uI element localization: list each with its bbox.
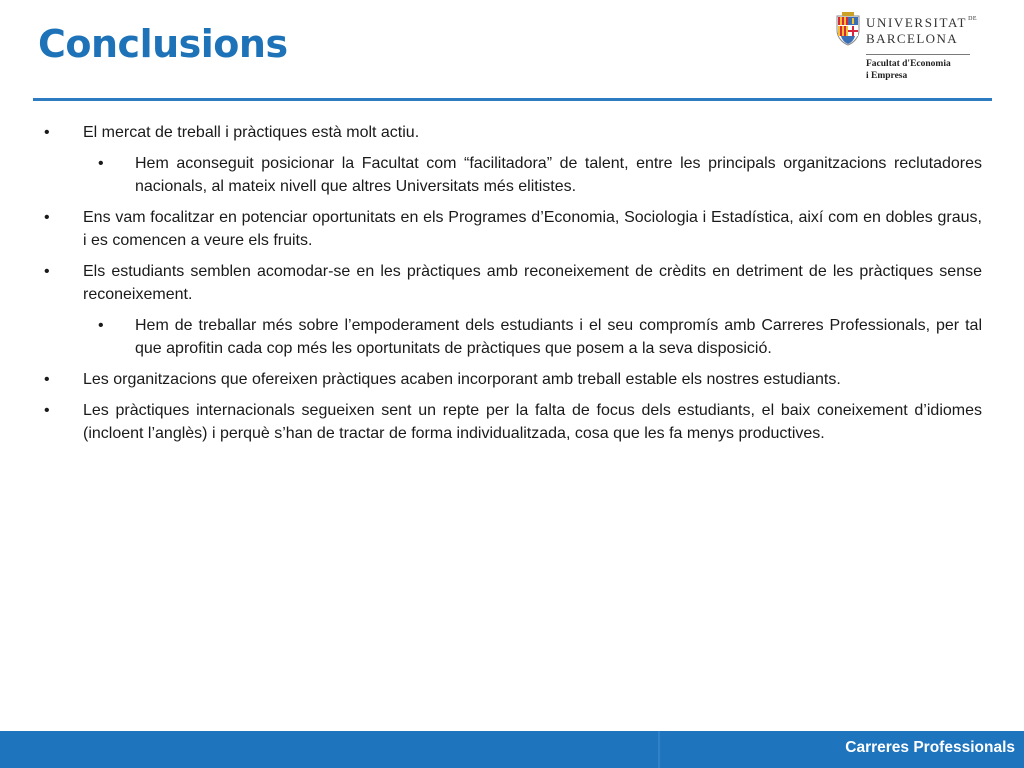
bullet-text: Les organitzacions que ofereixen pràctiques acaben incorporant amb treball estable els nostres estudiants. [83, 371, 841, 388]
faculty-name [866, 58, 951, 82]
title-underline [33, 98, 992, 101]
bullet-item [38, 260, 982, 306]
bullet-text: Hem aconseguit posicionar la Facultat com “facilitadora” de talent, entre les principals organitzacions reclutadores nacionals, al mateix nivell que altres Universitats més elitistes. [135, 155, 982, 195]
bullet-marker: • [44, 371, 50, 388]
bullet-marker: • [98, 155, 104, 172]
bullet-marker: • [44, 124, 50, 141]
footer-divider [658, 731, 660, 768]
university-logo [835, 12, 980, 88]
sub-bullet-item [38, 152, 982, 198]
bullet-item [38, 368, 982, 391]
sub-bullet-item [38, 314, 982, 360]
university-name-line2: BARCELONA [866, 31, 959, 46]
university-crest-icon [835, 12, 861, 46]
bullet-marker: • [44, 209, 50, 226]
bullet-text: Ens vam focalitzar en potenciar oportunitats en els Programes d’Economia, Sociologia i Estadística, així com en dobles graus, i es comencen a veure els fruits. [83, 209, 982, 249]
bullet-text: Els estudiants semblen acomodar-se en les pràctiques amb reconeixement de crèdits en detriment de les pràctiques sense reconeixement. [83, 263, 982, 303]
bullet-text: Hem de treballar més sobre l’empoderament dels estudiants i el seu compromís amb Carreres Professionals, per tal que aprofitin cada cop més les oportunitats de pràctiques que posem a la seva disposició. [135, 317, 982, 357]
bullet-list [38, 121, 982, 453]
bullet-item [38, 206, 982, 252]
footer-label: Carreres Professionals [845, 739, 1015, 756]
bullet-marker: • [98, 317, 104, 334]
bullet-text: El mercat de treball i pràctiques està molt actiu. [83, 124, 420, 141]
bullet-item [38, 121, 982, 144]
university-name [866, 16, 977, 45]
slide-title: Conclusions [38, 22, 288, 66]
faculty-name-line2: i Empresa [866, 71, 908, 81]
footer-bar [0, 731, 1024, 768]
bullet-marker: • [44, 263, 50, 280]
university-name-line1: UNIVERSITAT [866, 15, 968, 30]
bullet-item [38, 399, 982, 445]
logo-divider [866, 54, 970, 55]
bullet-marker: • [44, 402, 50, 419]
faculty-name-line1: Facultat d'Economia [866, 59, 951, 69]
university-name-suffix: DE [968, 16, 978, 22]
bullet-text: Les pràctiques internacionals segueixen sent un repte per la falta de focus dels estudiants, el baix coneixement d’idiomes (incloent l’anglès) i perquè s’han de tractar de forma individualitzada, cosa que les fa menys productives. [83, 402, 982, 442]
